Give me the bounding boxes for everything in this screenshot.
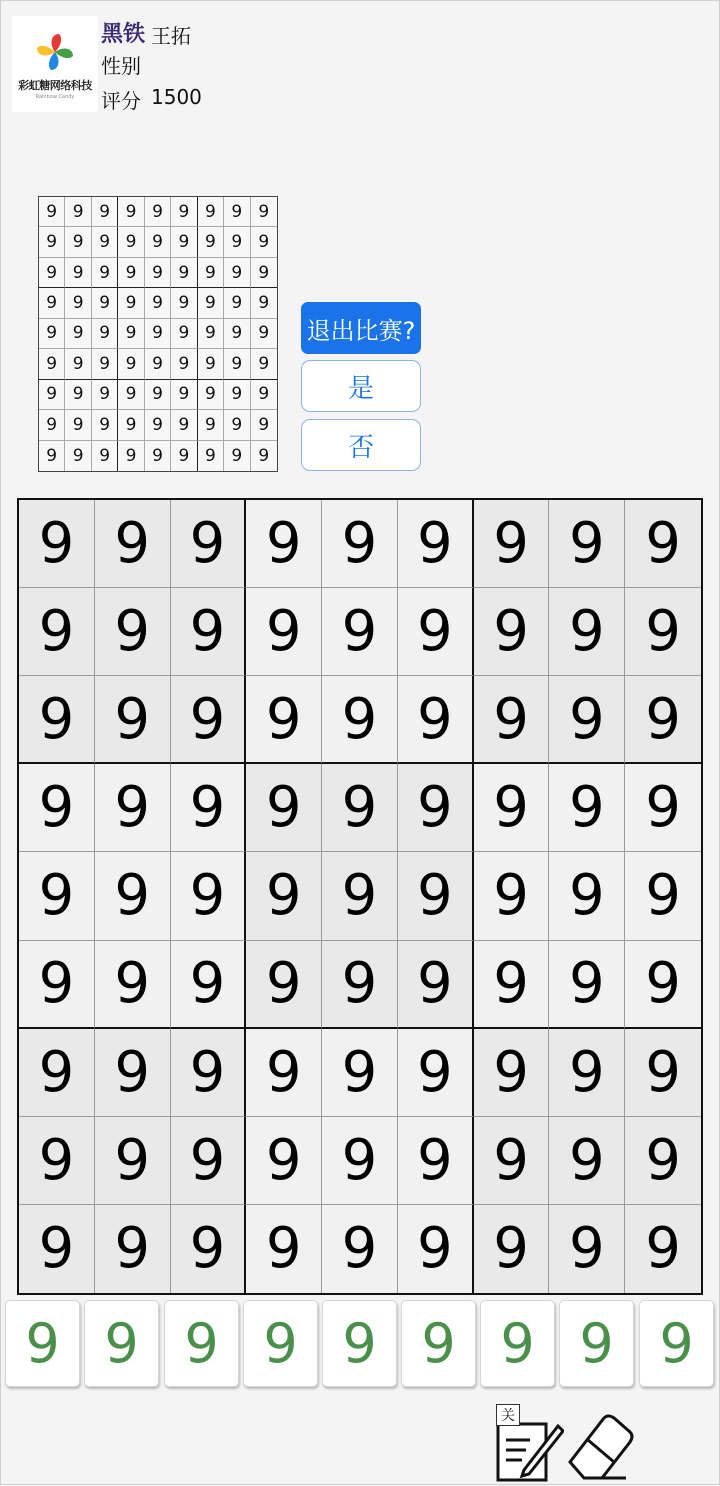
player-name: 王拓 <box>151 24 191 48</box>
board-cell[interactable]: 9 <box>246 500 322 588</box>
eraser-icon <box>566 1410 638 1482</box>
board-cell[interactable]: 9 <box>95 500 171 588</box>
board-cell[interactable]: 9 <box>246 1117 322 1205</box>
mini-board-cell: 9 <box>251 258 277 288</box>
board-cell[interactable]: 9 <box>19 852 95 940</box>
mini-board-cell: 9 <box>65 258 91 288</box>
board-cell[interactable]: 9 <box>19 1205 95 1293</box>
board-cell[interactable]: 9 <box>474 1029 550 1117</box>
mini-board-cell: 9 <box>92 349 118 379</box>
board-cell[interactable]: 9 <box>474 764 550 852</box>
mini-board-cell: 9 <box>171 380 197 410</box>
mini-board-cell: 9 <box>92 227 118 257</box>
board-cell[interactable]: 9 <box>95 1029 171 1117</box>
board-cell[interactable]: 9 <box>246 764 322 852</box>
board-cell[interactable]: 9 <box>474 676 550 764</box>
board-cell[interactable]: 9 <box>19 676 95 764</box>
board-cell[interactable]: 9 <box>322 1029 398 1117</box>
board-cell[interactable]: 9 <box>398 852 474 940</box>
mini-board-cell: 9 <box>251 319 277 349</box>
mini-board-cell: 9 <box>198 197 224 227</box>
mini-board-cell: 9 <box>118 197 144 227</box>
board-cell[interactable]: 9 <box>322 588 398 676</box>
mini-board-cell: 9 <box>251 288 277 318</box>
board-cell[interactable]: 9 <box>398 676 474 764</box>
gender-label: 性别 <box>101 54 141 78</box>
board-cell[interactable]: 9 <box>322 852 398 940</box>
mini-board-cell: 9 <box>39 441 65 471</box>
board-cell[interactable]: 9 <box>549 941 625 1029</box>
mini-board-cell: 9 <box>65 227 91 257</box>
mini-board-cell: 9 <box>39 288 65 318</box>
mini-board-cell: 9 <box>224 441 250 471</box>
mini-board-cell: 9 <box>39 197 65 227</box>
mini-board-cell: 9 <box>258 445 270 466</box>
board-cell[interactable]: 9 <box>322 500 398 588</box>
board-cell[interactable]: 9 <box>625 764 701 852</box>
board-cell[interactable]: 9 <box>549 1029 625 1117</box>
board-cell[interactable]: 9 <box>549 1117 625 1205</box>
board-cell[interactable]: 9 <box>625 941 701 1029</box>
board-cell[interactable]: 9 <box>246 941 322 1029</box>
mini-board-cell: 9 <box>224 349 250 379</box>
board-cell[interactable]: 9 <box>398 764 474 852</box>
mini-board-cell: 9 <box>145 319 171 349</box>
opponent-mini-board <box>38 196 278 472</box>
board-cell[interactable]: 9 <box>171 500 247 588</box>
score-label: 评分 <box>101 89 141 113</box>
board-cell[interactable]: 9 <box>398 588 474 676</box>
board-cell[interactable]: 9 <box>95 764 171 852</box>
mini-board-cell: 9 <box>65 197 91 227</box>
board-cell[interactable]: 9 <box>398 1029 474 1117</box>
board-cell[interactable]: 9 <box>19 764 95 852</box>
board-cell[interactable]: 9 <box>19 500 95 588</box>
mini-board-cell: 9 <box>118 349 144 379</box>
board-cell[interactable]: 9 <box>171 1029 247 1117</box>
mini-board-cell: 9 <box>171 441 197 471</box>
mini-board-cell: 9 <box>92 288 118 318</box>
mini-board-cell: 9 <box>92 410 118 440</box>
mini-board-cell: 9 <box>145 380 171 410</box>
mini-board-cell: 9 <box>224 380 250 410</box>
board-cell[interactable]: 9 <box>19 941 95 1029</box>
board-cell[interactable]: 9 <box>625 852 701 940</box>
board-cell[interactable]: 9 <box>625 1117 701 1205</box>
board-cell[interactable]: 9 <box>474 1205 550 1293</box>
mini-board-cell: 9 <box>145 349 171 379</box>
board-cell[interactable]: 9 <box>171 764 247 852</box>
board-cell[interactable]: 9 <box>322 1117 398 1205</box>
board-cell[interactable]: 9 <box>322 941 398 1029</box>
board-cell[interactable]: 9 <box>625 588 701 676</box>
mini-board-cell: 9 <box>251 197 277 227</box>
board-cell[interactable]: 9 <box>322 676 398 764</box>
mini-board-cell: 9 <box>145 258 171 288</box>
mini-board-cell: 9 <box>171 258 197 288</box>
mini-board-cell: 9 <box>171 319 197 349</box>
mini-board-cell: 9 <box>198 258 224 288</box>
pinwheel-logo-icon <box>33 30 77 74</box>
board-cell[interactable]: 9 <box>549 1205 625 1293</box>
board-cell[interactable]: 9 <box>398 941 474 1029</box>
board-cell[interactable]: 9 <box>474 852 550 940</box>
number-key[interactable]: 9 <box>322 1300 397 1387</box>
board-cell[interactable]: 9 <box>549 852 625 940</box>
board-cell[interactable]: 9 <box>246 1205 322 1293</box>
board-cell[interactable]: 9 <box>19 588 95 676</box>
mini-board-cell: 9 <box>251 380 277 410</box>
exit-match-prompt: 退出比赛? <box>301 302 421 354</box>
board-cell[interactable]: 9 <box>549 500 625 588</box>
mini-board-cell: 9 <box>224 288 250 318</box>
notes-status-badge: 关 <box>496 1404 520 1426</box>
mini-board-cell: 9 <box>39 227 65 257</box>
board-cell[interactable]: 9 <box>171 588 247 676</box>
board-cell[interactable]: 9 <box>95 1117 171 1205</box>
eraser-button[interactable] <box>566 1410 638 1482</box>
board-cell[interactable]: 9 <box>474 1117 550 1205</box>
rank-label: 黑铁 <box>101 22 146 47</box>
mini-board-cell: 9 <box>92 441 118 471</box>
notes-toggle-button[interactable] <box>496 1404 564 1482</box>
board-cell[interactable]: 9 <box>95 588 171 676</box>
mini-board-cell: 9 <box>145 288 171 318</box>
mini-board-cell: 9 <box>118 319 144 349</box>
board-cell[interactable]: 9 <box>19 1029 95 1117</box>
board-cell[interactable]: 9 <box>474 500 550 588</box>
board-cell[interactable]: 9 <box>549 764 625 852</box>
number-key[interactable]: 9 <box>480 1300 555 1387</box>
board-cell[interactable]: 9 <box>246 676 322 764</box>
mini-board-cell: 9 <box>198 380 224 410</box>
mini-board-cell: 9 <box>145 410 171 440</box>
board-cell[interactable]: 9 <box>246 852 322 940</box>
mini-board-cell: 9 <box>118 288 144 318</box>
board-cell[interactable]: 9 <box>19 1117 95 1205</box>
board-cell[interactable]: 9 <box>171 676 247 764</box>
mini-board-cell: 9 <box>198 319 224 349</box>
mini-board-cell: 9 <box>198 441 224 471</box>
mini-board-cell: 9 <box>145 197 171 227</box>
mini-board-cell: 9 <box>118 441 144 471</box>
number-key[interactable]: 9 <box>401 1300 476 1387</box>
board-cell[interactable]: 9 <box>645 1216 681 1282</box>
mini-board-cell: 9 <box>118 380 144 410</box>
board-cell[interactable]: 9 <box>474 941 550 1029</box>
board-cell[interactable]: 9 <box>246 1029 322 1117</box>
board-cell[interactable]: 9 <box>322 1205 398 1293</box>
mini-board-cell: 9 <box>39 258 65 288</box>
mini-board-cell: 9 <box>118 227 144 257</box>
mini-board-cell: 9 <box>39 319 65 349</box>
mini-board-cell: 9 <box>65 319 91 349</box>
mini-board-cell: 9 <box>65 349 91 379</box>
mini-board-cell: 9 <box>251 227 277 257</box>
mini-board-cell: 9 <box>65 410 91 440</box>
mini-board-cell: 9 <box>65 441 91 471</box>
number-key[interactable]: 9 <box>639 1300 714 1387</box>
mini-board-cell: 9 <box>65 380 91 410</box>
board-cell[interactable]: 9 <box>171 941 247 1029</box>
confirm-exit-yes-button[interactable]: 是 <box>301 360 421 412</box>
board-cell[interactable]: 9 <box>398 1117 474 1205</box>
board-cell[interactable]: 9 <box>398 1205 474 1293</box>
board-cell[interactable]: 9 <box>95 676 171 764</box>
mini-board-cell: 9 <box>92 380 118 410</box>
number-key[interactable]: 9 <box>164 1300 239 1387</box>
board-cell[interactable]: 9 <box>549 588 625 676</box>
mini-board-cell: 9 <box>171 288 197 318</box>
number-key[interactable]: 9 <box>559 1300 634 1387</box>
mini-board-cell: 9 <box>224 227 250 257</box>
board-cell[interactable]: 9 <box>398 500 474 588</box>
board-cell[interactable]: 9 <box>95 852 171 940</box>
mini-board-cell: 9 <box>145 441 171 471</box>
mini-board-cell: 9 <box>118 410 144 440</box>
mini-board-cell: 9 <box>224 258 250 288</box>
mini-board-cell: 9 <box>92 319 118 349</box>
mini-board-cell: 9 <box>198 288 224 318</box>
board-cell[interactable]: 9 <box>625 500 701 588</box>
mini-board-cell: 9 <box>39 410 65 440</box>
mini-board-cell: 9 <box>145 227 171 257</box>
mini-board-cell: 9 <box>92 197 118 227</box>
logo-subtext: Rainbow Candy <box>35 94 75 100</box>
board-cell[interactable]: 9 <box>625 676 701 764</box>
mini-board-cell: 9 <box>198 349 224 379</box>
board-cell[interactable]: 9 <box>95 941 171 1029</box>
number-key[interactable]: 9 <box>5 1300 80 1387</box>
number-key[interactable]: 9 <box>243 1300 318 1387</box>
mini-board-cell: 9 <box>171 197 197 227</box>
board-cell[interactable]: 9 <box>322 764 398 852</box>
logo-text: 彩虹糖网络科技 <box>18 79 92 92</box>
board-cell[interactable]: 9 <box>246 588 322 676</box>
mini-board-cell: 9 <box>65 288 91 318</box>
mini-board-cell: 9 <box>39 349 65 379</box>
confirm-exit-no-button[interactable]: 否 <box>301 419 421 471</box>
mini-board-cell: 9 <box>198 410 224 440</box>
mini-board-cell: 9 <box>198 227 224 257</box>
company-logo <box>12 16 98 112</box>
number-key[interactable]: 9 <box>84 1300 159 1387</box>
board-cell[interactable]: 9 <box>95 1205 171 1293</box>
score-value: 1500 <box>151 85 202 109</box>
mini-board-cell: 9 <box>224 319 250 349</box>
board-cell[interactable]: 9 <box>171 852 247 940</box>
mini-board-cell: 9 <box>118 258 144 288</box>
sudoku-board <box>17 498 703 1295</box>
mini-board-cell: 9 <box>171 227 197 257</box>
mini-board-cell: 9 <box>224 197 250 227</box>
mini-board-cell: 9 <box>39 380 65 410</box>
mini-board-cell: 9 <box>92 258 118 288</box>
mini-board-cell: 9 <box>171 349 197 379</box>
mini-board-cell: 9 <box>224 410 250 440</box>
board-cell[interactable]: 9 <box>474 588 550 676</box>
mini-board-cell: 9 <box>171 410 197 440</box>
mini-board-cell: 9 <box>251 410 277 440</box>
board-cell[interactable]: 9 <box>549 676 625 764</box>
board-cell[interactable]: 9 <box>171 1117 247 1205</box>
number-pad <box>5 1300 717 1390</box>
board-cell[interactable]: 9 <box>171 1205 247 1293</box>
mini-board-cell: 9 <box>251 349 277 379</box>
board-cell[interactable]: 9 <box>625 1029 701 1117</box>
